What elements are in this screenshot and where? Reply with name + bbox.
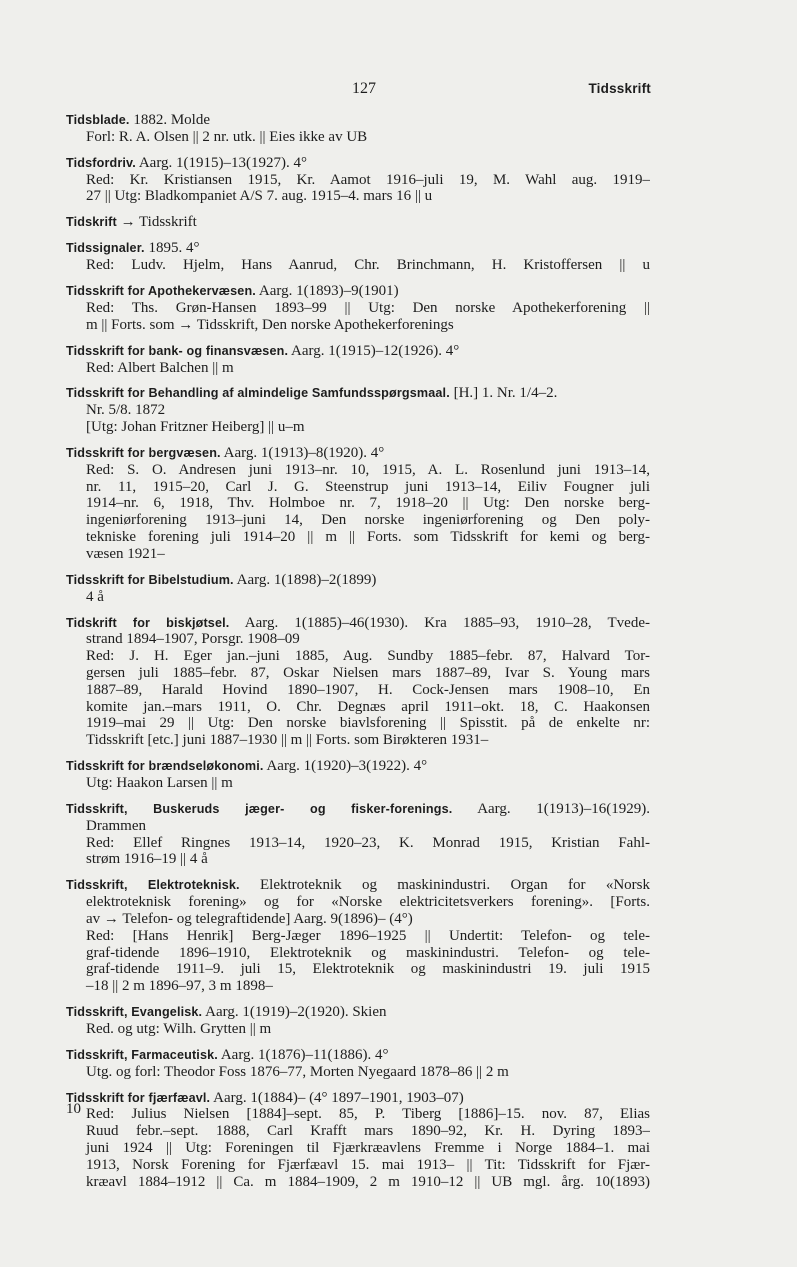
entry-text: strøm 1916–19 || 4 å (86, 851, 208, 868)
entry-continuation-line (66, 317, 650, 334)
entry-continuation-line (66, 546, 650, 563)
entry-first-line (66, 1090, 650, 1107)
entry-continuation-line (66, 631, 650, 648)
entry-text: Drammen (86, 817, 146, 834)
entry-continuation-line (66, 911, 650, 928)
entry-text: tekniske forening juli 1914–20 || m || Forts. som Tidsskrift for kemi og berg- (86, 529, 650, 546)
entry-continuation-line (66, 699, 650, 716)
entry-heading: Tidsskrift for Bibelstudium. (66, 572, 234, 587)
entry-heading: Tidsskrift, Buskeruds jæger- og fisker-forenings. (66, 801, 453, 816)
entry-text: Aarg. 1(1913)–8(1920). 4° (220, 445, 385, 462)
entry-continuation-line (66, 419, 650, 436)
entry-continuation-line (66, 1064, 650, 1081)
entry-heading: Tidsskrift, Farmaceutisk. (66, 1047, 218, 1062)
entry-continuation-line (66, 479, 650, 496)
entry-text: Utg: Haakon Larsen || m (86, 774, 233, 791)
entry-text: 4 å (86, 588, 104, 605)
entry-continuation-line (66, 1174, 650, 1191)
entry-continuation-line (66, 529, 650, 546)
entry-continuation-line (66, 648, 650, 665)
entry-first-line (66, 801, 650, 818)
catalog-entry (66, 877, 650, 995)
entry-first-line (66, 758, 650, 775)
entry-text: graf-tidende 1896–1910, Elektroteknik og maskinindustri. Telefon- og tele- (86, 944, 650, 961)
entry-continuation-line (66, 462, 650, 479)
page-number: 127 (352, 80, 376, 97)
entry-continuation-line (66, 851, 650, 868)
entry-text: 1913, Norsk Forening for Fjærfæavl 15. mai 1913– || Tit: Tidsskrift for Fjær- (86, 1156, 650, 1173)
entry-text: Aarg. 1(1920)–3(1922). 4° (263, 758, 428, 775)
entry-first-line (66, 155, 650, 172)
entry-text: Red: S. O. Andresen juni 1913–nr. 10, 1915, A. L. Rosenlund juni 1913–14, (86, 461, 650, 478)
entry-text: Aarg. 1(1885)–46(1930). Kra 1885–93, 1910–28, Tvede- (229, 614, 650, 631)
entry-text: → Tidsskrift (116, 214, 197, 231)
entry-heading: Tidsskrift, Elektroteknisk. (66, 878, 240, 893)
entry-first-line (66, 1047, 650, 1064)
entry-continuation-line (66, 512, 650, 529)
entry-first-line (66, 445, 650, 462)
entry-text: av → Telefon- og telegraftidende] Aarg. 9(1896)– (4°) (86, 910, 413, 927)
entry-text: Aarg. 1(1893)–9(1901) (255, 283, 399, 300)
entry-continuation-line (66, 928, 650, 945)
entry-text: strand 1894–1907, Porsgr. 1908–09 (86, 631, 300, 648)
catalog-entry (66, 343, 650, 377)
catalog-entry (66, 758, 650, 792)
entry-heading: Tidskrift (66, 215, 117, 230)
entry-continuation-line (66, 495, 650, 512)
entry-continuation-line (66, 402, 650, 419)
signature-mark: 10 (66, 1101, 81, 1117)
entry-text: Red: Ludv. Hjelm, Hans Aanrud, Chr. Brinchmann, H. Kristoffersen || u (86, 257, 650, 274)
entry-first-line (66, 112, 650, 129)
entry-text: ingeniørforening 1913–juni 14, Den norske ingeniørforening og Den poly- (86, 512, 650, 529)
entry-text: 1887–89, Harald Hovind 1890–1907, H. Cock-Jensen mars 1908–10, En (86, 681, 650, 698)
entry-first-line (66, 572, 650, 589)
entry-continuation-line (66, 172, 650, 189)
entry-heading: Tidsskrift for bergvæsen. (66, 446, 221, 461)
entry-text: juni 1924 || Utg: Foreningen til Fjærkræavlens Fremme i Norge 1884–1. mai (86, 1140, 650, 1157)
entry-heading: Tidskrift for biskjøtsel. (66, 615, 230, 630)
entry-heading: Tidsskrift for fjærfæavl. (66, 1090, 211, 1105)
entry-first-line (66, 877, 650, 894)
entry-continuation-line (66, 1123, 650, 1140)
entry-continuation-line (66, 129, 650, 146)
entry-text: Aarg. 1(1876)–11(1886). 4° (217, 1046, 389, 1063)
entry-text: m || Forts. som → Tidsskrift, Den norske Apothekerforenings (86, 316, 454, 333)
entry-text: Red: J. H. Eger jan.–juni 1885, Aug. Sundby 1885–febr. 87, Halvard Tor- (86, 648, 650, 665)
entry-continuation-line (66, 835, 650, 852)
catalog-entry (66, 214, 650, 231)
entry-first-line (66, 283, 650, 300)
running-head: Tidsskrift (588, 81, 651, 96)
catalog-entry (66, 112, 650, 146)
entry-text: Aarg. 1(1915)–12(1926). 4° (288, 342, 460, 359)
entry-continuation-line (66, 978, 650, 995)
entry-text: Red: Ellef Ringnes 1913–14, 1920–23, K. Monrad 1915, Kristian Fahl- (86, 834, 650, 851)
entry-text: Ruud febr.–sept. 1888, Carl Krafft mars 1890–92, Kr. H. Dyring 1893– (86, 1123, 650, 1140)
catalog-entry (66, 240, 650, 274)
entry-first-line (66, 615, 650, 632)
entry-text: 1895. 4° (144, 240, 200, 257)
entry-text: gersen juli 1885–febr. 87, Oskar Nielsen mars 1887–89, Ivar S. Young mars (86, 665, 650, 681)
entry-continuation-line (66, 945, 650, 962)
entry-text: [H.] 1. Nr. 1/4–2. (449, 385, 558, 402)
entry-continuation-line (66, 961, 650, 978)
entry-text: Red: Julius Nielsen [1884]–sept. 85, P. Tiberg [1886]–15. nov. 87, Elias (86, 1106, 650, 1123)
entry-text: Aarg. 1(1913)–16(1929). (452, 800, 650, 817)
entry-text: Forl: R. A. Olsen || 2 nr. utk. || Eies ikke av UB (86, 128, 368, 145)
catalog-entry (66, 155, 650, 205)
entry-text: Elektroteknik og maskinindustri. Organ for «Norsk (239, 877, 650, 894)
entry-heading: Tidsskrift, Evangelisk. (66, 1005, 203, 1020)
entry-text: –18 || 2 m 1896–97, 3 m 1898– (86, 978, 273, 995)
entry-text: [Utg: Johan Fritzner Heiberg] || u–m (86, 419, 305, 436)
catalog-entry (66, 283, 650, 333)
entry-continuation-line (66, 1021, 650, 1038)
entry-continuation-line (66, 665, 650, 682)
entry-continuation-line (66, 589, 650, 606)
entry-first-line (66, 214, 650, 231)
entry-text: elektroteknisk forening» og for «Norske elektricitetsverkers forening». [Forts. (86, 894, 650, 911)
catalog-entry (66, 1090, 650, 1191)
entry-text: nr. 11, 1915–20, Carl J. G. Steenstrup juni 1913–14, Eiliv Fougner juli (86, 478, 650, 495)
entry-text: 27 || Utg: Bladkompaniet A/S 7. aug. 1915–4. mars 16 || u (86, 188, 433, 205)
entry-heading: Tidsblade. (66, 113, 130, 127)
entry-continuation-line (66, 775, 650, 792)
catalog-entry (66, 572, 650, 606)
catalog-entry (66, 1047, 650, 1081)
entry-continuation-line (66, 1157, 650, 1174)
entry-text: Red: Albert Balchen || m (86, 359, 234, 376)
entry-text: Nr. 5/8. 1872 (86, 402, 166, 419)
entry-text: Aarg. 1(1898)–2(1899) (233, 571, 377, 588)
entry-text: komite jan.–mars 1911, O. Chr. Degnæs april 1911–okt. 18, C. Haakonsen (86, 698, 650, 715)
entry-text: Red: [Hans Henrik] Berg-Jæger 1896–1925 || Undertit: Telefon- og tele- (86, 927, 650, 944)
catalog-entry (66, 801, 650, 868)
entry-continuation-line (66, 1140, 650, 1157)
entry-first-line (66, 1004, 650, 1021)
entry-continuation-line (66, 682, 650, 699)
entry-continuation-line (66, 894, 650, 911)
entry-continuation-line (66, 360, 650, 377)
entry-text: graf-tidende 1911–9. juli 15, Elektroteknik og maskinindustri 19. juli 1915 (86, 961, 650, 978)
entry-continuation-line (66, 188, 650, 205)
catalog-entry (66, 385, 650, 435)
entry-text: væsen 1921– (86, 545, 165, 562)
entry-continuation-line (66, 715, 650, 732)
entry-first-line (66, 240, 650, 257)
entry-text: Aarg. 1(1919)–2(1920). Skien (202, 1004, 387, 1021)
catalog-entry (66, 615, 650, 749)
entry-continuation-line (66, 732, 650, 749)
entry-continuation-line (66, 257, 650, 274)
entry-text: kræavl 1884–1912 || Ca. m 1884–1909, 2 m 1910–12 || UB mgl. årg. 10(1893) (86, 1173, 650, 1190)
entry-text: Tidsskrift [etc.] juni 1887–1930 || m || Forts. som Birøkteren 1931– (86, 732, 489, 749)
entry-heading: Tidsskrift for Apothekervæsen. (66, 284, 256, 299)
entry-heading: Tidsskrift for bank- og finansvæsen. (66, 343, 289, 358)
entry-text: 1882. Molde (129, 112, 210, 128)
entry-text: 1914–nr. 6, 1918, Thv. Holmboe nr. 7, 1918–20 || Utg: Den norske berg- (86, 495, 650, 512)
entry-text: Aarg. 1(1915)–13(1927). 4° (135, 154, 308, 171)
entry-text: Red: Kr. Kristiansen 1915, Kr. Aamot 1916–juli 19, M. Wahl aug. 1919– (86, 171, 650, 188)
entry-heading: Tidssignaler. (66, 241, 145, 256)
entry-heading: Tidsskrift for brændseløkonomi. (66, 759, 264, 774)
entry-continuation-line (66, 1106, 650, 1123)
entry-text: Red. og utg: Wilh. Grytten || m (86, 1020, 272, 1037)
entry-heading: Tidsskrift for Behandling af almindelige Samfundsspørgsmaal. (66, 386, 450, 401)
entry-continuation-line (66, 300, 650, 317)
entry-text: Red: Ths. Grøn-Hansen 1893–99 || Utg: Den norske Apothekerforening || (86, 299, 650, 316)
catalog-entry (66, 445, 650, 563)
entry-text: 1919–mai 29 || Utg: Den norske biavlsforening || Spisstit. på de enkelte nr: (86, 715, 650, 732)
entry-list (66, 112, 650, 1200)
catalog-entry (66, 1004, 650, 1038)
entry-text: Aarg. 1(1884)– (4° 1897–1901, 1903–07) (210, 1089, 464, 1106)
entry-first-line (66, 343, 650, 360)
entry-heading: Tidsfordriv. (66, 155, 136, 170)
entry-text: Utg. og forl: Theodor Foss 1876–77, Morten Nyegaard 1878–86 || 2 m (86, 1063, 509, 1080)
entry-continuation-line (66, 818, 650, 835)
entry-first-line (66, 385, 650, 402)
